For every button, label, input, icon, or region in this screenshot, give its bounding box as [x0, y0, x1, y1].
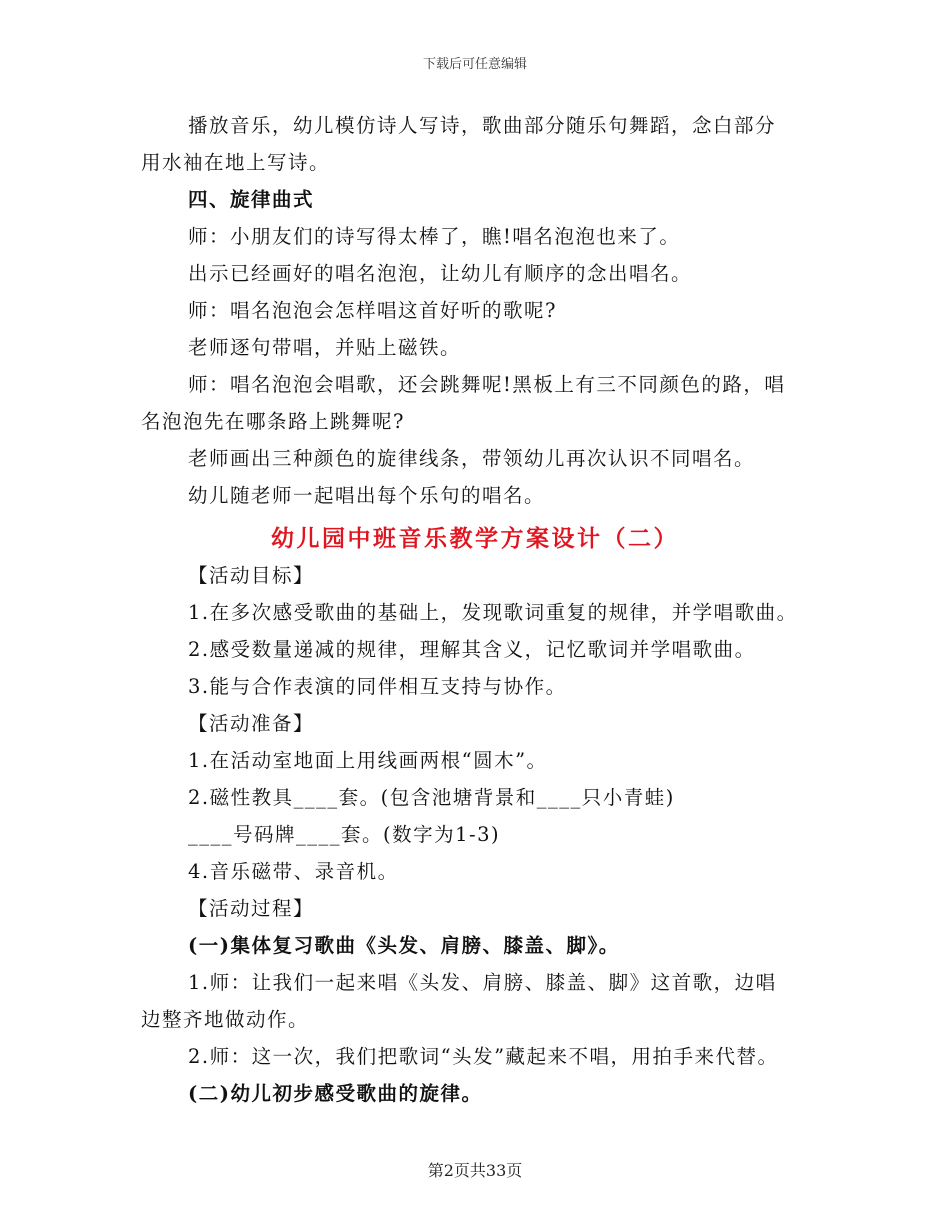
paragraph-line: 师：唱名泡泡会唱歌，还会跳舞呢!黑板上有三不同颜色的路，唱	[188, 373, 786, 396]
paragraph-line: 【活动准备】	[188, 712, 315, 735]
section-title: 幼儿园中班音乐教学方案设计（二）	[271, 525, 679, 552]
section-heading: (一)集体复习歌曲《头发、肩膀、膝盖、脚》。	[188, 934, 620, 957]
paragraph-line: 名泡泡先在哪条路上跳舞呢?	[141, 410, 405, 433]
paragraph-line: 师：唱名泡泡会怎样唱这首好听的歌呢?	[188, 299, 557, 322]
paragraph-line: 老师逐句带唱，并贴上磁铁。	[188, 336, 462, 359]
paragraph-line: 2.磁性教具____套。(包含池塘背景和____只小青蛙)	[188, 786, 675, 809]
paragraph-line: 播放音乐，幼儿模仿诗人写诗，歌曲部分随乐句舞蹈，念白部分	[188, 114, 777, 137]
paragraph-line: 1.师：让我们一起来唱《头发、肩膀、膝盖、脚》这首歌，边唱	[188, 971, 777, 994]
paragraph-line: ____号码牌____套。(数字为1-3)	[188, 823, 501, 846]
section-heading: (二)幼儿初步感受歌曲的旋律。	[188, 1082, 483, 1105]
paragraph-line: 【活动过程】	[188, 897, 315, 920]
page-footer: 第2页共33页	[427, 1161, 523, 1180]
paragraph-line: 2.师：这一次，我们把歌词“头发”藏起来不唱，用拍手来代替。	[188, 1045, 779, 1068]
paragraph-line: 4.音乐磁带、录音机。	[188, 860, 399, 883]
paragraph-line: 3.能与合作表演的同伴相互支持与协作。	[188, 675, 567, 698]
section-heading: 四、旋律曲式	[188, 188, 315, 211]
paragraph-line: 出示已经画好的唱名泡泡，让幼儿有顺序的念出唱名。	[188, 262, 693, 285]
paragraph-line: 用水袖在地上写诗。	[141, 151, 331, 174]
paragraph-line: 边整齐地做动作。	[141, 1008, 310, 1031]
paragraph-line: 1.在多次感受歌曲的基础上，发现歌词重复的规律，并学唱歌曲。	[188, 601, 798, 624]
page-header: 下载后可任意编辑	[422, 57, 527, 72]
paragraph-line: 2.感受数量递减的规律，理解其含义，记忆歌词并学唱歌曲。	[188, 638, 756, 661]
paragraph-line: 1.在活动室地面上用线画两根“圆木”。	[188, 749, 548, 772]
paragraph-line: 师：小朋友们的诗写得太棒了，瞧!唱名泡泡也来了。	[188, 225, 681, 248]
paragraph-line: 老师画出三种颜色的旋律线条，带领幼儿再次认识不同唱名。	[188, 447, 756, 470]
paragraph-line: 【活动目标】	[188, 564, 315, 587]
paragraph-line: 幼儿随老师一起唱出每个乐句的唱名。	[188, 484, 546, 507]
